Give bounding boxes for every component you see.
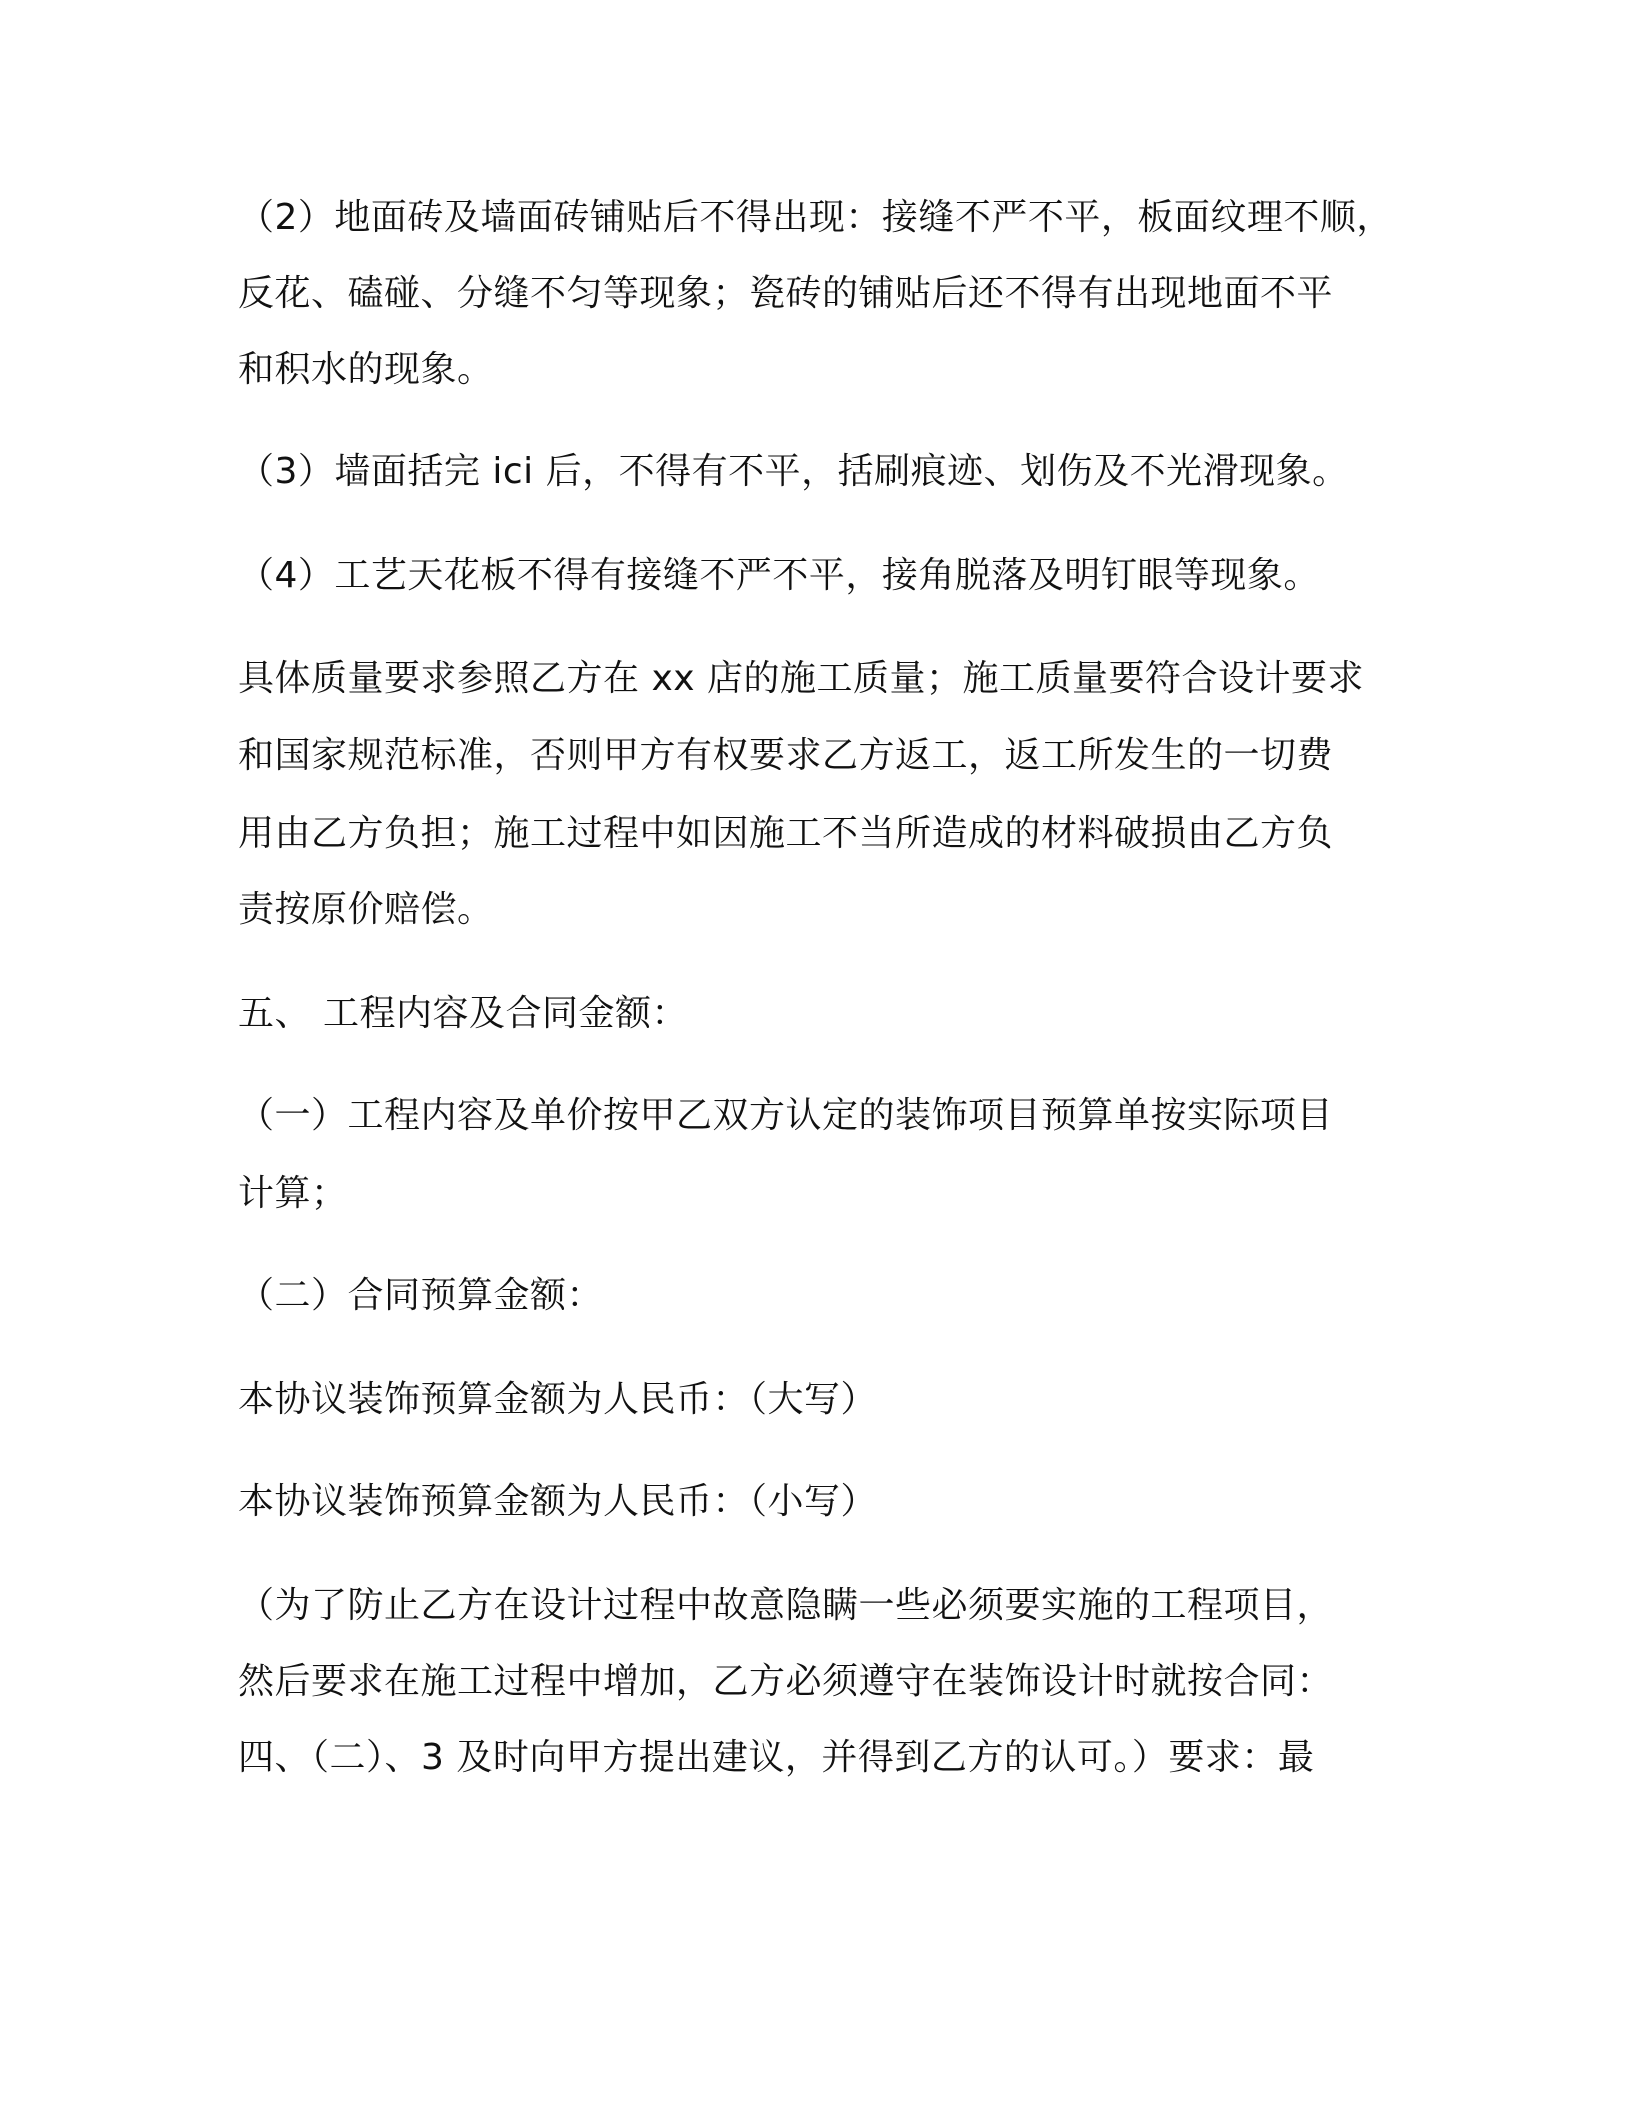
quality-paragraph-line2: 和国家规范标准，否则甲方有权要求乙方返工，返工所发生的一切费 [238,735,1334,776]
section5-heading: 五、 工程内容及合同金额： [238,993,688,1034]
item2-line2: 反花、磕碰、分缝不匀等现象；瓷砖的铺贴后还不得有出现地面不平 [238,273,1334,314]
amount-upper-line: 本协议装饰预算金额为人民币：（大写） [238,1379,878,1420]
item2-line1: （2）地面砖及墙面砖铺贴后不得出现：接缝不严不平，板面纹理不顺， [238,197,1393,238]
item2-line3: 和积水的现象。 [238,349,494,390]
quality-paragraph-line4: 责按原价赔偿。 [238,889,494,930]
note-line3: 四、（二）、3 及时向甲方提出建议，并得到乙方的认可。）要求：最 [238,1737,1315,1778]
sub2-heading: （二）合同预算金额： [238,1275,604,1316]
sub1-line1: （一）工程内容及单价按甲乙双方认定的装饰项目预算单按实际项目 [238,1095,1334,1136]
item3-text: （3）墙面括完 ici 后，不得有不平，括刷痕迹、划伤及不光滑现象。 [238,451,1349,492]
quality-paragraph-line1: 具体质量要求参照乙方在 xx 店的施工质量；施工质量要符合设计要求 [238,658,1364,699]
item4-text: （4）工艺天花板不得有接缝不严不平，接角脱落及明钉眼等现象。 [238,555,1320,596]
sub1-line2: 计算； [238,1173,348,1214]
note-line2: 然后要求在施工过程中增加，乙方必须遵守在装饰设计时就按合同： [238,1661,1334,1702]
quality-paragraph-line3: 用由乙方负担；施工过程中如因施工不当所造成的材料破损由乙方负 [238,813,1334,854]
note-line1: （为了防止乙方在设计过程中故意隐瞒一些必须要实施的工程项目， [238,1585,1334,1626]
amount-lower-line: 本协议装饰预算金额为人民币：（小写） [238,1481,878,1522]
